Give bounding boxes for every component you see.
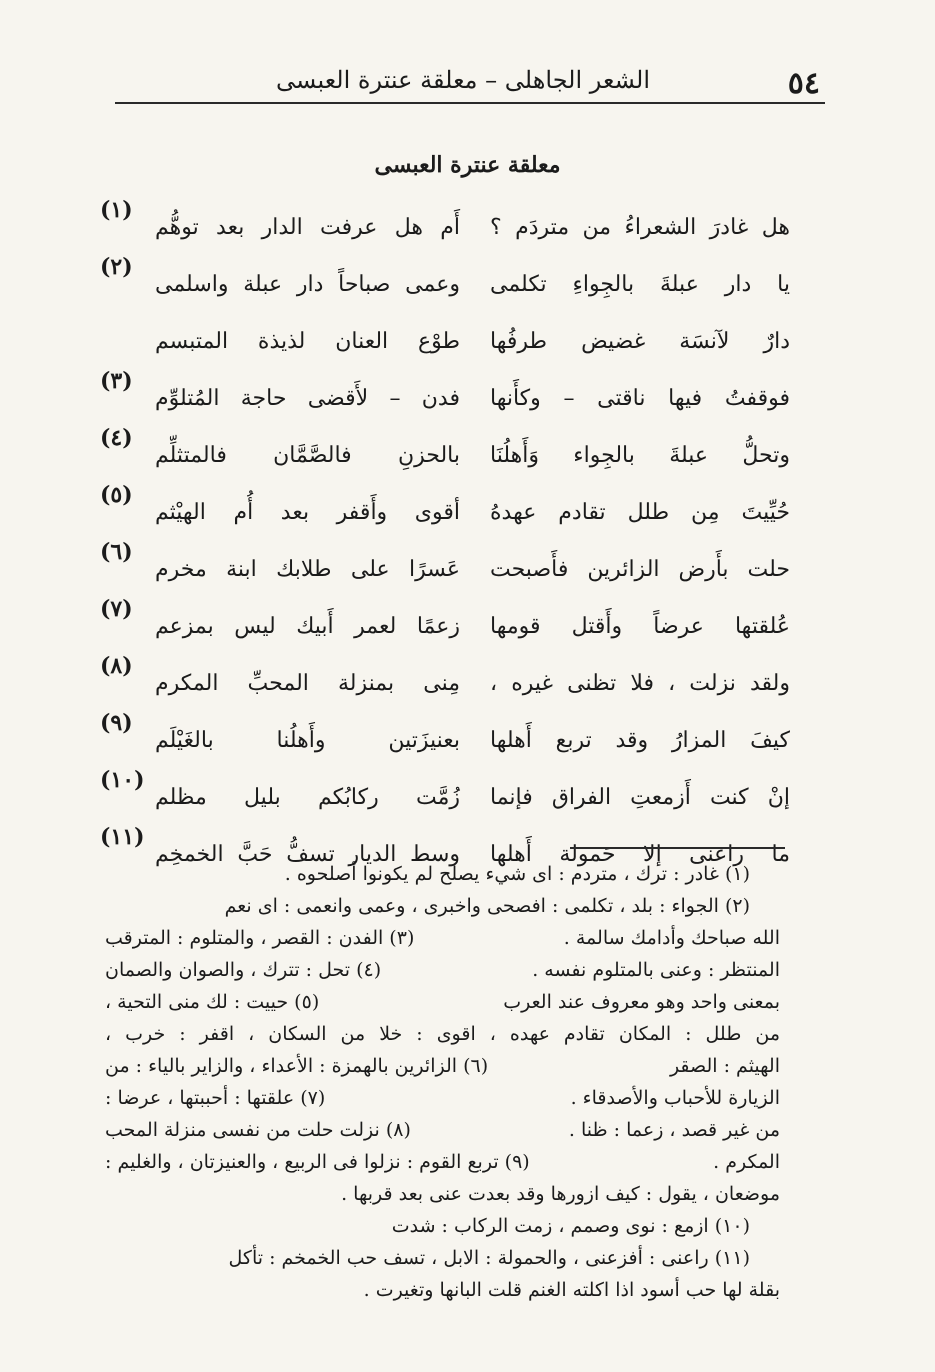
footnote-marker: (١١): [100, 824, 145, 850]
verse-row: [100, 653, 790, 710]
footnote-marker: (١): [100, 197, 133, 223]
verse-first-hemistich: يا دار عبلةَ بالجِواءِ تكلمى: [490, 272, 790, 297]
verse-first-hemistich: ما راعنى إلا حَمولة أَهلها: [490, 842, 790, 867]
footnote-text: الزيارة للأحباب والأصدقاء .: [570, 1087, 780, 1109]
verse-second-hemistich: مِنى بمنزلة المحبِّ المكرم: [155, 671, 460, 696]
verse-first-hemistich: دارٌ لآنسَة غضيض طرفُها: [490, 329, 790, 354]
footnote-text: (٢) الجواء : بلد ، تكلمى : افصحى واخبرى ، وعمى وانعمى : اى نعم: [224, 895, 750, 917]
footnote-line: [105, 1050, 780, 1082]
verse-row: [100, 710, 790, 767]
footnote-marker: (١٠): [100, 767, 145, 793]
footnote-marker: (٩): [100, 710, 133, 736]
footnote-line: [105, 1210, 780, 1242]
footnote-marker: (٤): [100, 425, 133, 451]
footnote-text: موضعان ، يقول : كيف ازورها وقد بعدت عنى بعد قربها .: [341, 1183, 780, 1205]
footnote-line: [105, 890, 780, 922]
footnote-text: المنتظر : وعنى بالمتلوم نفسه .: [532, 959, 780, 981]
footnote-line: [105, 1082, 780, 1114]
verse-second-hemistich: أَم هل عرفت الدار بعد توهُّم: [155, 215, 460, 240]
verse-first-hemistich: ولقد نزلت ، فلا تظنى غيره ،: [490, 671, 790, 696]
verse-second-hemistich: زُمَّت ركابُكم بليل مظلم: [155, 785, 460, 810]
verse-row: [100, 254, 790, 311]
footnote-text: (٤) تحل : تترك ، والصوان والصمان: [105, 959, 382, 981]
footnote-text: (٣) الفدن : القصر ، والمتلوم : المترقب: [105, 927, 415, 949]
verse-first-hemistich: إنْ كنت أَزمعتِ الفراق فإنما: [490, 785, 790, 810]
verse-second-hemistich: بالحزنِ فالصَّمَّان فالمتثلِّم: [155, 443, 460, 468]
footnote-line: [105, 1178, 780, 1210]
footnote-text: (٦) الزائرين بالهمزة : الأعداء ، والزاير بالياء : من: [105, 1055, 489, 1077]
verse-row: [100, 482, 790, 539]
footnote-text: (٧) علقتها : أحببتها ، عرضا :: [105, 1087, 326, 1109]
verse-row: [100, 596, 790, 653]
verse-first-hemistich: هل غادرَ الشعراءُ من متردَم ؟: [490, 215, 790, 240]
verse-second-hemistich: عَسرًا على طلابك ابنة مخرم: [155, 557, 460, 582]
verse-first-hemistich: وتحلُّ عبلةَ بالجِواء وَأَهلُنَا: [490, 443, 790, 468]
footnote-text: من طلل : المكان تقادم عهده ، اقوى : خلا من السكان ، اقفر : خرب ،: [105, 1023, 780, 1045]
footnote-marker: (٦): [100, 539, 133, 565]
verse-first-hemistich: حلت بأَرض الزائرين فأَصبحت: [490, 557, 790, 582]
footnote-line: [105, 954, 780, 986]
header-rule: [115, 102, 825, 104]
footnote-text: (٥) حييت : لك منى التحية ،: [105, 991, 320, 1013]
verse-row: [100, 311, 790, 368]
footnote-text: (٨) نزلت حلت من نفسى منزلة المحب: [105, 1119, 411, 1141]
running-title: الشعر الجاهلى – معلقة عنترة العبسى: [276, 66, 650, 94]
footnotes: [105, 858, 780, 1306]
footnote-marker: (٧): [100, 596, 133, 622]
footnote-line: [105, 922, 780, 954]
verse-first-hemistich: كيفَ المزارُ وقد تربع أَهلها: [490, 728, 790, 753]
footnote-text: (١٠) ازمع : نوى وصمم ، زمت الركاب : شدت: [391, 1215, 750, 1237]
verse-first-hemistich: فوقفتُ فيها ناقتى – وكأَنها: [490, 386, 790, 411]
footnote-text: بقلة لها حب أسود اذا اكلته الغنم قلت البانها وتغيرت .: [363, 1279, 780, 1301]
footnote-rule: [570, 847, 785, 849]
verse-row: [100, 425, 790, 482]
footnote-marker: (٢): [100, 254, 133, 280]
poem-verses: [100, 197, 790, 881]
verse-second-hemistich: طوْع العنان لذيذة المتبسم: [155, 329, 460, 354]
footnote-marker: (٨): [100, 653, 133, 679]
verse-row: [100, 368, 790, 425]
footnote-line: [105, 1274, 780, 1306]
footnote-line: [105, 1146, 780, 1178]
verse-second-hemistich: وعمى صباحاً دار عبلة واسلمى: [155, 272, 460, 297]
verse-second-hemistich: بعنيزَتين وأَهلُنا بالغَيْلَم: [155, 728, 460, 753]
footnote-text: (٩) تربع القوم : نزلوا فى الربيع ، والعنيزتان ، والغليم :: [105, 1151, 530, 1173]
footnote-text: من غير قصد ، زعما : ظنا .: [568, 1119, 780, 1141]
verse-second-hemistich: أقوى وأَقفر بعد أُم الهيْثم: [155, 500, 460, 525]
footnote-text: الهيثم : الصقر: [669, 1055, 780, 1077]
running-head: [115, 62, 820, 102]
verse-row: [100, 539, 790, 596]
poem-title: معلقة عنترة العبسى: [374, 152, 561, 178]
footnote-line: [105, 1242, 780, 1274]
footnote-line: [105, 986, 780, 1018]
verse-second-hemistich: زعمًا لعمر أَبيك ليس بمزعم: [155, 614, 460, 639]
footnote-text: (١١) راعنى : أفزعنى ، والحمولة : الابل ، تسف حب الخمخم : تأكل: [228, 1247, 750, 1269]
verse-row: [100, 767, 790, 824]
footnote-text: الله صباحك وأدامك سالمة .: [563, 927, 780, 949]
verse-first-hemistich: حُيِّيتَ مِن طلل تقادم عهدهُ: [490, 500, 790, 525]
footnote-line: [105, 1114, 780, 1146]
verse-row: [100, 197, 790, 254]
footnote-text: المكرم .: [713, 1151, 780, 1173]
page-number: ٥٤: [787, 66, 820, 101]
footnote-line: [105, 1018, 780, 1050]
footnote-text: بمعنى واحد وهو معروف عند العرب: [503, 991, 780, 1013]
verse-second-hemistich: فدن – لأَقضى حاجة المُتلوِّم: [155, 386, 460, 411]
footnote-marker: (٣): [100, 368, 133, 394]
footnote-text: (١) غادر : ترك ، متردم : اى شيء يصلح لم يكونوا أصلحوه .: [284, 863, 750, 885]
footnote-marker: (٥): [100, 482, 133, 508]
verse-first-hemistich: عُلقتها عرضاً وأَقتل قومها: [490, 614, 790, 639]
footnote-line: [105, 858, 780, 890]
verse-second-hemistich: وسط الديار تسفُّ حَبَّ الخمخِم: [155, 842, 460, 867]
